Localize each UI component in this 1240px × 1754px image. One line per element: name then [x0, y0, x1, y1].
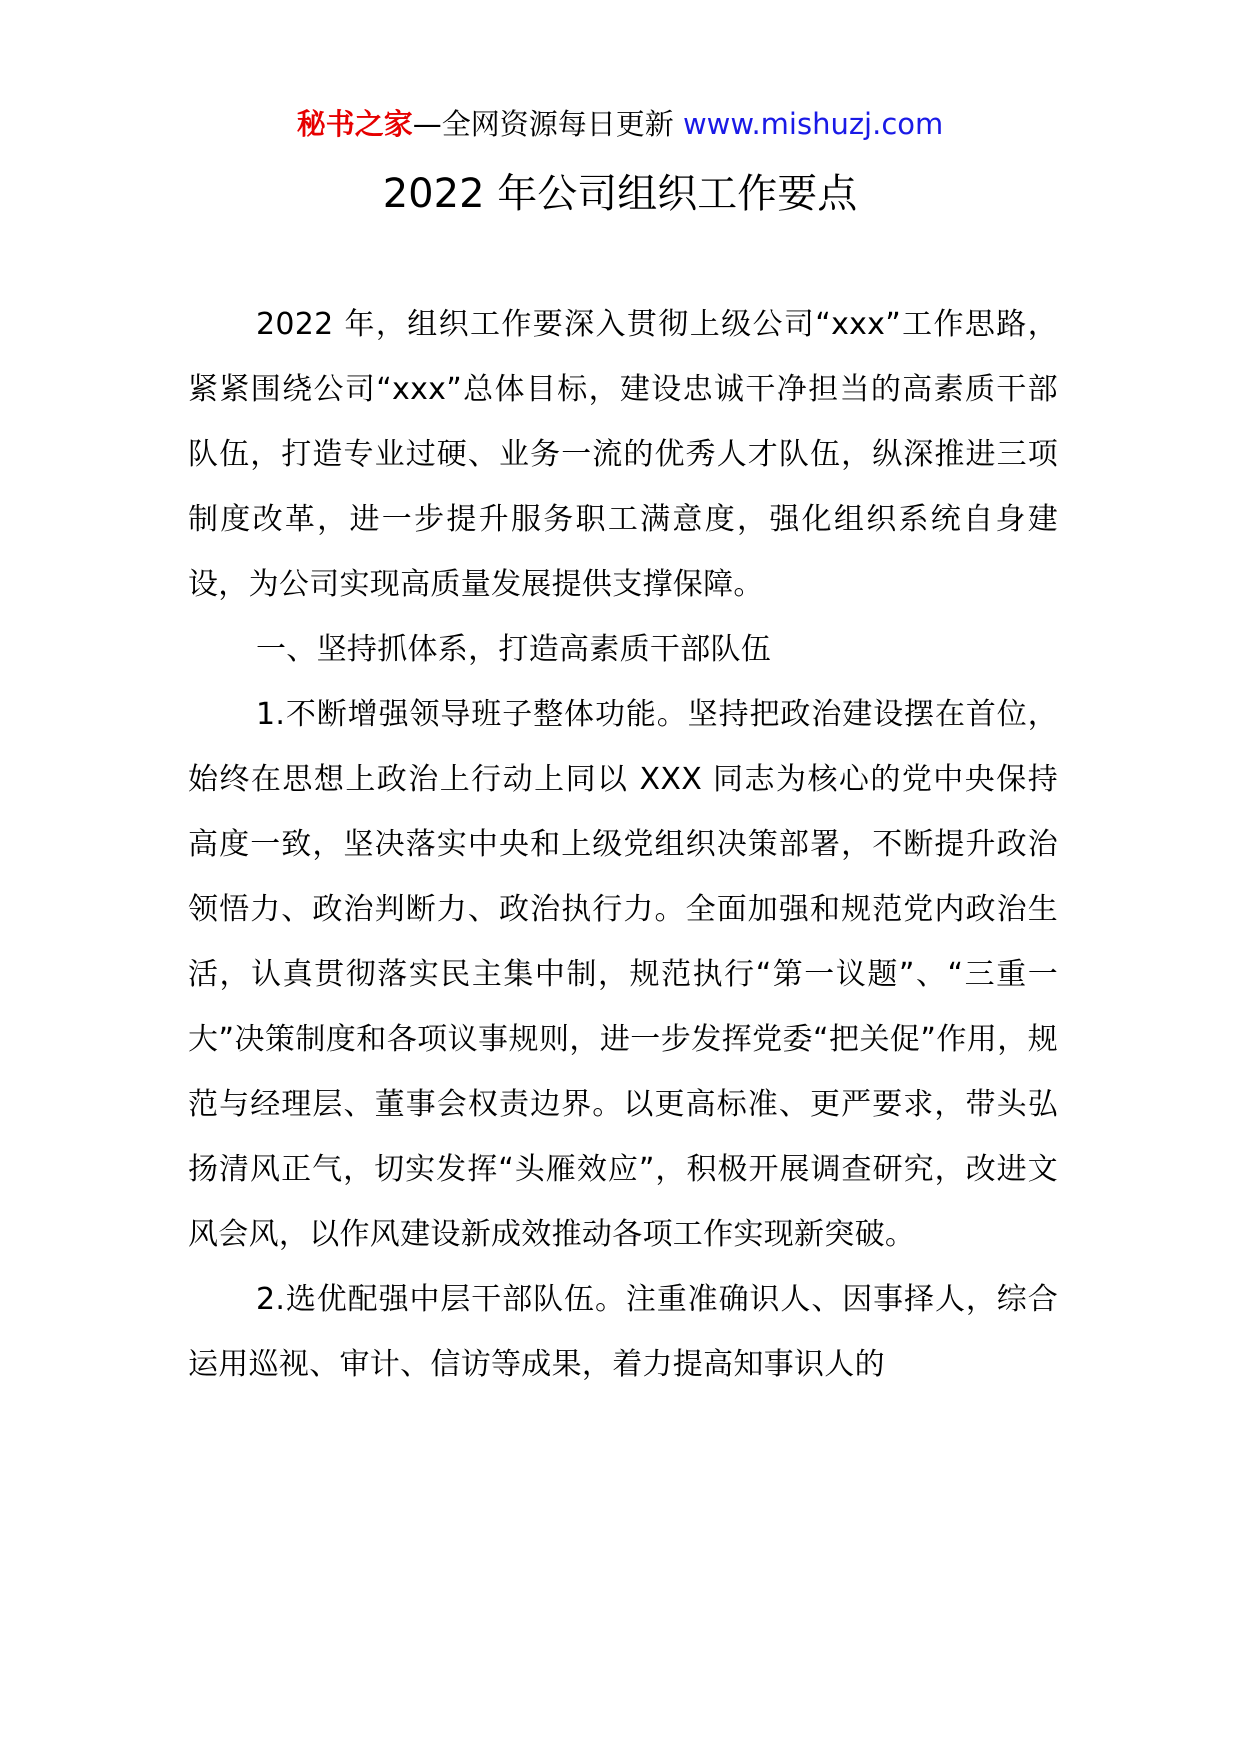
site-header	[0, 104, 1240, 144]
section-heading: 一、坚持抓体系，打造高素质干部队伍	[256, 632, 772, 667]
item-paragraph-1: 1.不断增强领导班子整体功能。坚持把政治建设摆在首位，始终在思想上政治上行动上同以 XXX 同志为核心的党中央保持高度一致，坚决落实中央和上级党组织决策部署，不断提升政治领悟力、政治判断力、政治执行力。全面加强和规范党内政治生活，认真贯彻落实民主集中制，规范执行“第一议题”、“三重一大”决策制度和各项议事规则，进一步发挥党委“把关促”作用，规范与经理层、董事会权责边界。以更高标准、更严要求，带头弘扬清风正气，切实发挥“头雁效应”，积极开展调查研究，改进文风会风，以作风建设新成效推动各项工作实现新突破。	[188, 697, 1058, 1252]
site-url-link[interactable]: www.mishuzj.com	[682, 107, 944, 141]
document-title: 2022 年公司组织工作要点	[382, 171, 858, 217]
document-body	[188, 292, 1058, 1397]
item-paragraph-2: 2.选优配强中层干部队伍。注重准确识人、因事择人，综合运用巡视、审计、信访等成果，着力提高知事识人的	[188, 1282, 1058, 1382]
intro-paragraph: 2022 年，组织工作要深入贯彻上级公司“xxx”工作思路，紧紧围绕公司“xxx”总体目标，建设忠诚干净担当的高素质干部队伍，打造专业过硬、业务一流的优秀人才队伍，纵深推进三项制度改革，进一步提升服务职工满意度，强化组织系统自身建设，为公司实现高质量发展提供支撑保障。	[188, 307, 1058, 602]
site-brand: 秘书之家	[296, 107, 413, 141]
site-tagline: —全网资源每日更新	[412, 107, 674, 141]
